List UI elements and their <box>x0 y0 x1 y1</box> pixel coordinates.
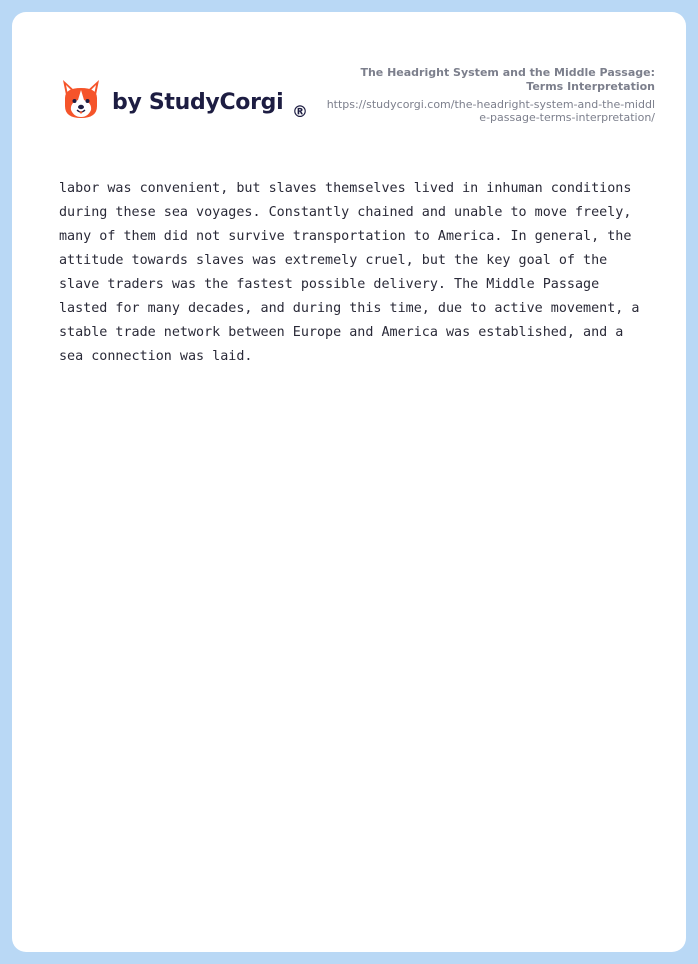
brand-name: by StudyCorgi <box>112 89 284 115</box>
document-page <box>12 12 686 952</box>
studycorgi-logo[interactable] <box>60 76 308 122</box>
document-title: The Headright System and the Middle Passage: Terms Interpretation <box>360 66 655 93</box>
document-header <box>325 66 655 124</box>
document-url[interactable]: https://studycorgi.com/the-headright-system-and-the-middle-passage-terms-interpretation/ <box>326 98 655 124</box>
registered-mark: ® <box>292 102 308 121</box>
body-paragraph: labor was convenient, but slaves themselves lived in inhuman conditions during these sea voyages. Constantly chained and unable to move freely, many of them did not survive transportation to America. In general, the attitude towards slaves was extremely cruel, but the key goal of the slave traders was the fastest possible delivery. The Middle Passage lasted for many decades, and during this time, due to active movement, a stable trade network between Europe and America was established, and a sea connection was laid. <box>59 181 640 364</box>
corgi-icon <box>60 76 102 122</box>
